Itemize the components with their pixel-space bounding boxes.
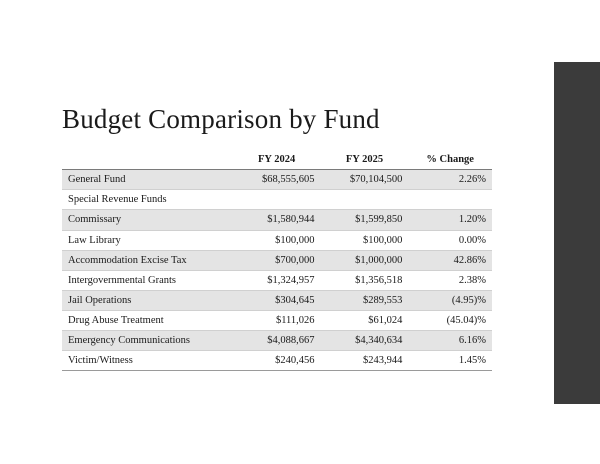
table-row — [62, 250, 492, 270]
row-change: 6.16% — [408, 331, 492, 351]
table-row — [62, 230, 492, 250]
table-row — [62, 270, 492, 290]
row-label: General Fund — [62, 170, 233, 190]
row-fy2024: $100,000 — [233, 230, 321, 250]
column-header-fy2024: FY 2024 — [233, 150, 321, 170]
row-fy2025: $1,000,000 — [321, 250, 409, 270]
row-fy2024: $1,324,957 — [233, 270, 321, 290]
row-fy2024: $1,580,944 — [233, 210, 321, 230]
table-header — [62, 150, 492, 170]
decorative-right-band — [554, 62, 600, 404]
table-row — [62, 331, 492, 351]
row-fy2025: $243,944 — [321, 351, 409, 371]
table-body — [62, 170, 492, 371]
column-header-fund — [62, 150, 233, 170]
row-fy2024: $4,088,667 — [233, 331, 321, 351]
row-fy2025: $289,553 — [321, 290, 409, 310]
budget-table-container — [62, 150, 492, 371]
row-fy2025: $1,356,518 — [321, 270, 409, 290]
row-fy2024 — [233, 190, 321, 210]
row-label: Law Library — [62, 230, 233, 250]
row-label: Accommodation Excise Tax — [62, 250, 233, 270]
row-label: Intergovernmental Grants — [62, 270, 233, 290]
table-row — [62, 351, 492, 371]
row-label: Emergency Communications — [62, 331, 233, 351]
row-change: 42.86% — [408, 250, 492, 270]
decorative-band-gap — [550, 62, 554, 404]
table-row — [62, 311, 492, 331]
row-change: 2.38% — [408, 270, 492, 290]
row-fy2025 — [321, 190, 409, 210]
row-change: 2.26% — [408, 170, 492, 190]
table-row — [62, 290, 492, 310]
row-change: 1.20% — [408, 210, 492, 230]
row-label: Victim/Witness — [62, 351, 233, 371]
row-change: 0.00% — [408, 230, 492, 250]
column-header-fy2025: FY 2025 — [321, 150, 409, 170]
row-change — [408, 190, 492, 210]
row-fy2025: $1,599,850 — [321, 210, 409, 230]
row-label: Commissary — [62, 210, 233, 230]
row-fy2025: $70,104,500 — [321, 170, 409, 190]
row-label: Drug Abuse Treatment — [62, 311, 233, 331]
row-label: Jail Operations — [62, 290, 233, 310]
row-change: (4.95)% — [408, 290, 492, 310]
table-row — [62, 190, 492, 210]
row-fy2024: $68,555,605 — [233, 170, 321, 190]
page-title: Budget Comparison by Fund — [62, 104, 380, 134]
row-change: 1.45% — [408, 351, 492, 371]
budget-comparison-table — [62, 150, 492, 371]
row-fy2025: $61,024 — [321, 311, 409, 331]
row-change: (45.04)% — [408, 311, 492, 331]
row-fy2024: $700,000 — [233, 250, 321, 270]
row-fy2024: $240,456 — [233, 351, 321, 371]
table-row — [62, 210, 492, 230]
row-fy2024: $111,026 — [233, 311, 321, 331]
column-header-change: % Change — [408, 150, 492, 170]
table-header-row — [62, 150, 492, 170]
row-label: Special Revenue Funds — [62, 190, 233, 210]
table-row — [62, 170, 492, 190]
row-fy2025: $4,340,634 — [321, 331, 409, 351]
row-fy2024: $304,645 — [233, 290, 321, 310]
row-fy2025: $100,000 — [321, 230, 409, 250]
